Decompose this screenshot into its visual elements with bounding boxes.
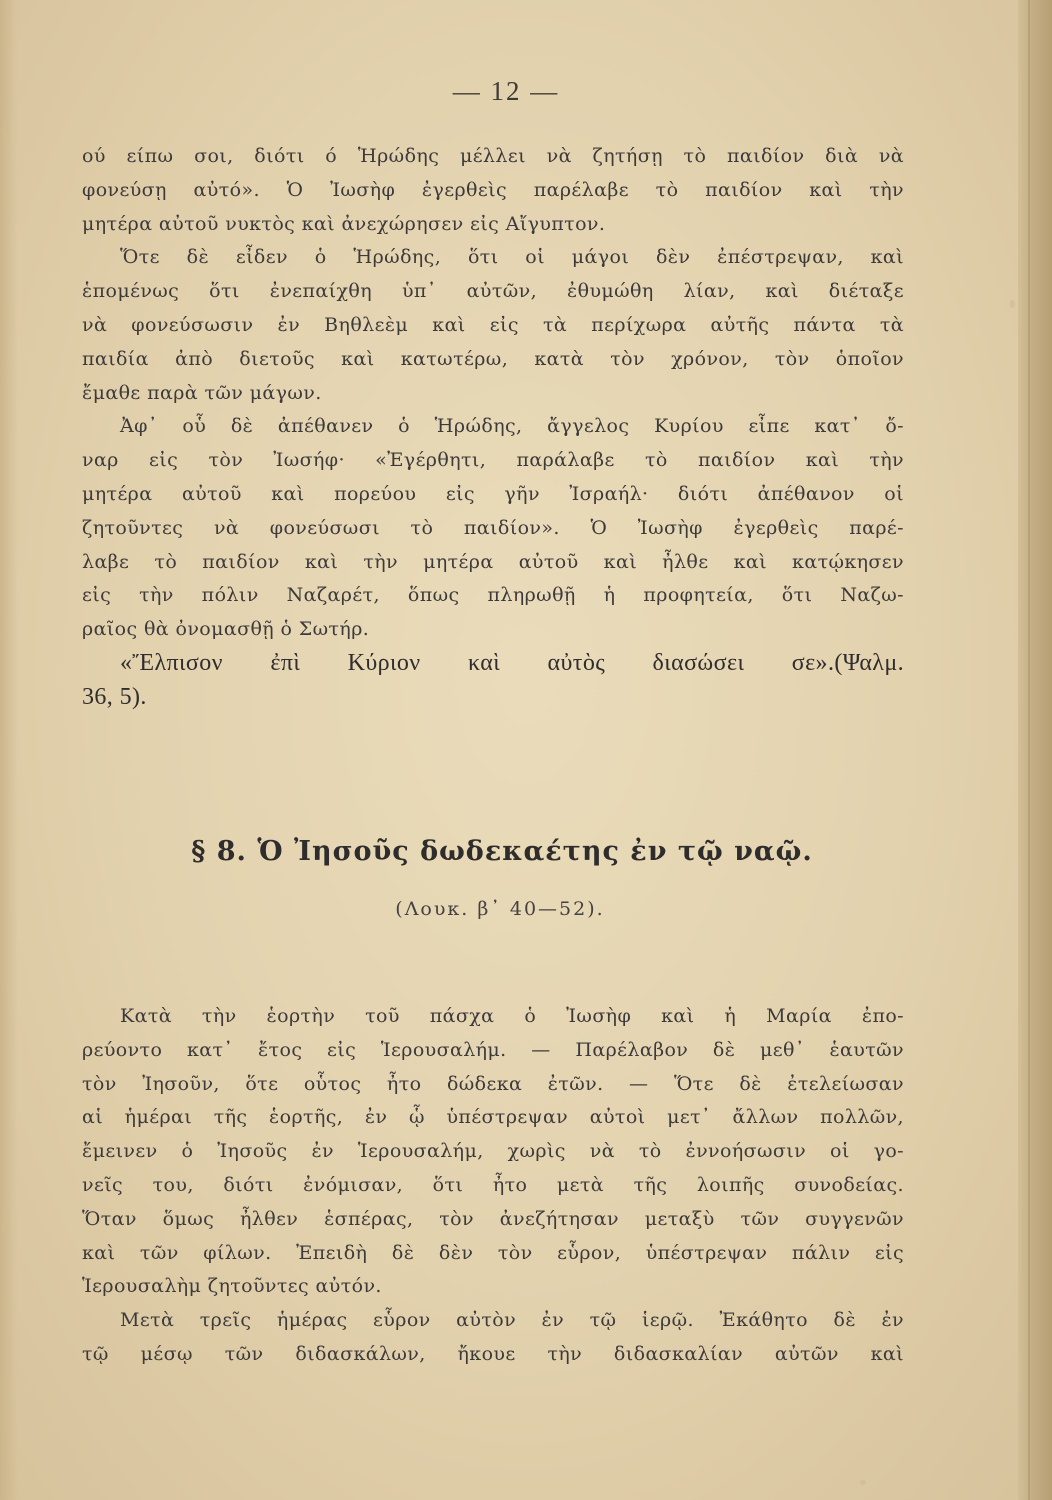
- section-reference: (Λουκ. β᾽ 40—52).: [395, 898, 605, 920]
- paper-stain: [860, 1480, 866, 1485]
- top-text-block: [82, 140, 904, 715]
- text-line: Ἱερουσαλὴμ ζητοῦντες αὐτόν.: [82, 1275, 382, 1298]
- section-heading: § 8. Ὁ Ἰησοῦς δωδεκαέτης ἐν τῷ ναῷ.: [191, 836, 813, 867]
- text-line: λαβε τὸ παιδίον καὶ τὴν μητέρα αὐτοῦ καὶ ἦλθε καὶ κατῴκησεν: [82, 550, 904, 573]
- text-line: Ὅταν ὅμως ἦλθεν ἑσπέρας, τὸν ἀνεζήτησαν μεταξὺ τῶν συγγενῶν: [82, 1207, 904, 1230]
- text-line: Ἀφ᾽ οὗ δὲ ἀπέθανεν ὁ Ἡρώδης, ἄγγελος Κυρίου εἶπε κατ᾽ ὄ-: [120, 415, 904, 438]
- text-line: μητέρα αὐτοῦ νυκτὸς καὶ ἀνεχώρησεν εἰς Αἴγυπτον.: [82, 212, 606, 235]
- text-line: καὶ τῶν φίλων. Ἐπειδὴ δὲ δὲν τὸν εὗρον, ὑπέστρεψαν πάλιν εἰς: [82, 1241, 904, 1264]
- scripture-quote-line: 36, 5).: [82, 683, 147, 710]
- text-line: ἑπομένως ὅτι ἐνεπαίχθη ὑπ᾽ αὐτῶν, ἐθυμώθη λίαν, καὶ διέταξε: [82, 280, 904, 303]
- page-number: — 12 —: [452, 76, 560, 106]
- page-fold-line: [1028, 0, 1030, 1500]
- text-line: αἱ ἡμέραι τῆς ἑορτῆς, ἐν ᾧ ὑπέστρεψαν αὐτοὶ μετ᾽ ἄλλων πολλῶν,: [82, 1106, 904, 1129]
- text-line: ναρ εἰς τὸν Ἰωσήφ· «Ἐγέρθητι, παράλαβε τὸ παιδίον καὶ τὴν: [82, 449, 904, 472]
- text-line: μητέρα αὐτοῦ καὶ πορεύου εἰς γῆν Ἰσραήλ· διότι ἀπέθανον οἱ: [82, 482, 904, 505]
- text-line: νὰ φονεύσωσιν ἐν Βηθλεὲμ καὶ εἰς τὰ περίχωρα αὐτῆς πάντα τὰ: [82, 313, 904, 336]
- bottom-text-block: [82, 1000, 904, 1372]
- paper-stain: [1010, 300, 1015, 308]
- text-line: εἰς τὴν πόλιν Ναζαρέτ, ὅπως πληρωθῇ ἡ προφητεία, ὅτι Ναζω-: [82, 584, 904, 607]
- text-line: ἔμεινεν ὁ Ἰησοῦς ἐν Ἱερουσαλήμ, χωρὶς νὰ τὸ ἐννοήσωσιν οἱ γο-: [82, 1140, 904, 1163]
- text-line: ραῖος θὰ ὀνομασθῇ ὁ Σωτήρ.: [82, 618, 370, 641]
- text-line: Ὅτε δὲ εἶδεν ὁ Ἡρώδης, ὅτι οἱ μάγοι δὲν ἐπέστρεψαν, καὶ: [120, 246, 904, 269]
- text-line: νεῖς του, διότι ἐνόμισαν, ὅτι ἦτο μετὰ τῆς λοιπῆς συνοδείας.: [82, 1173, 904, 1196]
- text-line: παιδία ἀπὸ διετοῦς καὶ κατωτέρω, κατὰ τὸν χρόνον, τὸν ὁποῖον: [82, 347, 904, 370]
- text-line: ού είπω σοι, διότι ό Ἡρώδης μέλλει νὰ ζητήσῃ τὸ παιδίον διὰ νὰ: [82, 145, 904, 167]
- text-line: Μετὰ τρεῖς ἡμέρας εὗρον αὐτὸν ἐν τῷ ἱερῷ. Ἐκάθητο δὲ ἐν: [120, 1309, 904, 1332]
- page-left-shadow: [0, 0, 18, 1500]
- text-line: Κατὰ τὴν ἑορτὴν τοῦ πάσχα ὁ Ἰωσὴφ καὶ ἡ Μαρία ἐπο-: [120, 1005, 904, 1027]
- page-right-edge: [1018, 0, 1052, 1500]
- text-line: τὸν Ἰησοῦν, ὅτε οὗτος ἦτο δώδεκα ἐτῶν. — Ὅτε δὲ ἐτελείωσαν: [82, 1072, 904, 1095]
- text-line: ρεύοντο κατ᾽ ἔτος εἰς Ἱερουσαλήμ. — Παρέλαβον δὲ μεθ᾽ ἑαυτῶν: [82, 1038, 904, 1061]
- text-line: ζητοῦντες νὰ φονεύσωσι τὸ παιδίον». Ὁ Ἰωσὴφ ἐγερθεὶς παρέ-: [82, 516, 904, 539]
- text-line: ἔμαθε παρὰ τῶν μάγων.: [82, 381, 322, 404]
- scripture-quote-line: «Ἔλπισον ἐπὶ Κύριον καὶ αὐτὸς διασώσει σε».(Ψαλμ.: [120, 649, 904, 676]
- text-line: φονεύσῃ αὐτό». Ὁ Ἰωσὴφ ἐγερθεὶς παρέλαβε τὸ παιδίον καὶ τὴν: [82, 178, 904, 201]
- text-line: τῷ μέσῳ τῶν διδασκάλων, ἤκουε τὴν διδασκαλίαν αὐτῶν καὶ: [82, 1342, 904, 1365]
